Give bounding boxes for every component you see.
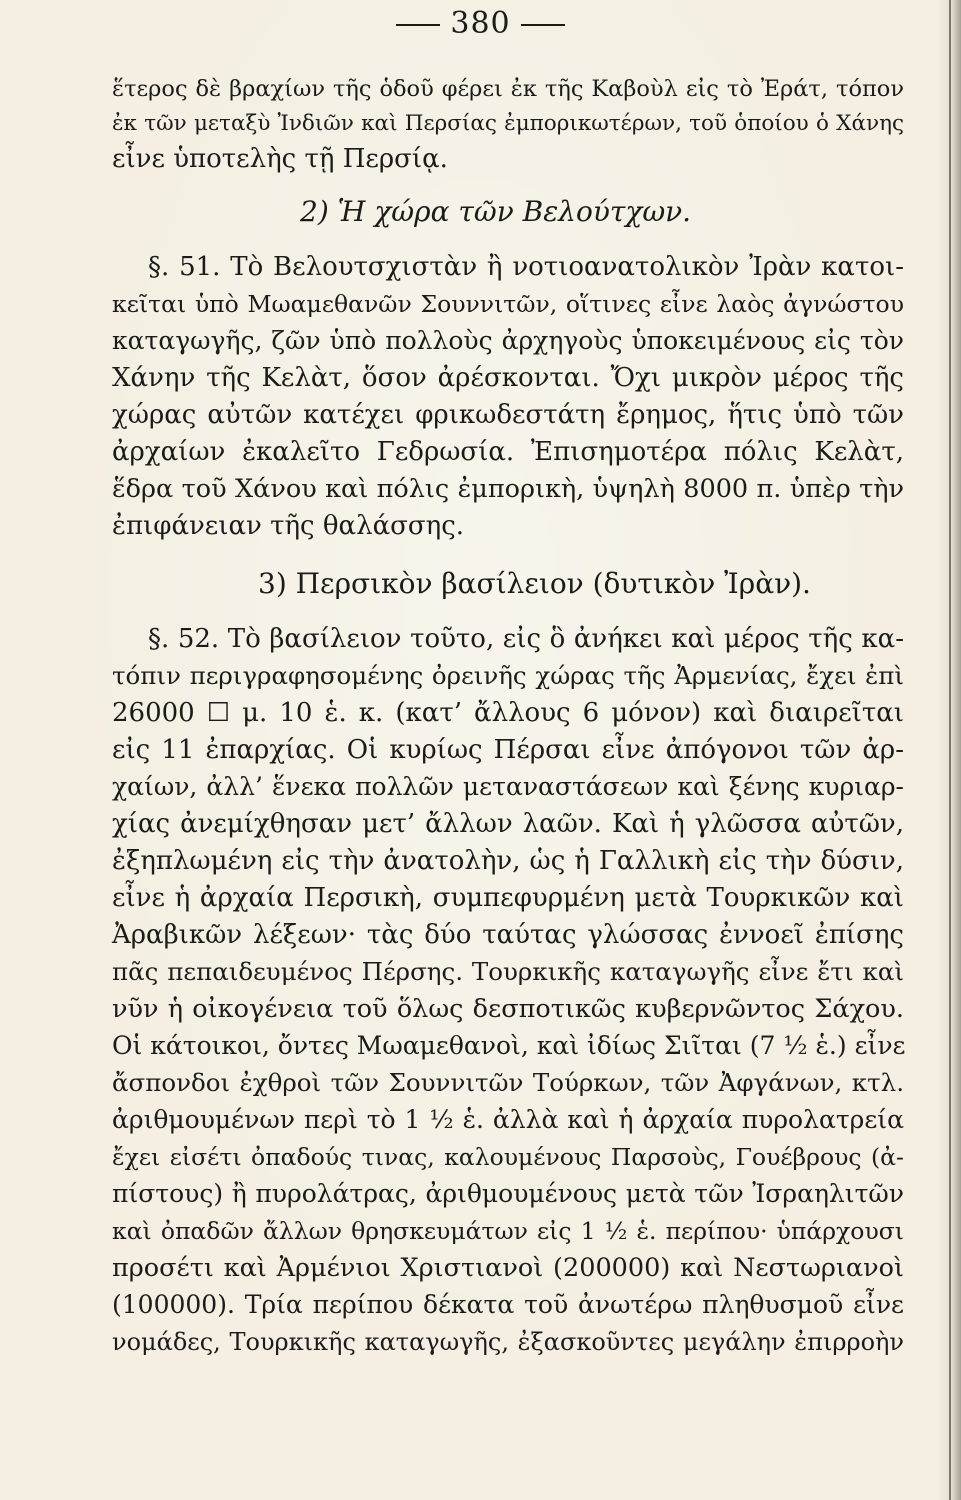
text-line: ἕδρα τοῦ Χάνου καὶ πόλις ἐμπορικὴ, ὑψηλὴ 8000 π. ὑπὲρ τὴν: [112, 474, 904, 504]
page-header: [0, 6, 961, 41]
text-line: ἐξηπλωμένη εἰς τὴν ἀνατολὴν, ὡς ἡ Γαλλικὴ εἰς τὴν δύσιν,: [112, 846, 904, 876]
text-line: Οἱ κάτοικοι, ὄντες Μωαμεθανοὶ, καὶ ἰδίως Σιῖται (7 ½ ἑ.) εἶνε: [112, 1031, 906, 1060]
text-line: τόπιν περιγραφησομένης ὀρεινῆς χώρας τῆς Ἀρμενίας, ἔχει ἐπὶ: [112, 661, 904, 690]
text-line: ἀρχαίων ἐκαλεῖτο Γεδρωσία. Ἐπισημοτέρα πόλις Κελὰτ,: [112, 437, 904, 467]
text-line: νῦν ἡ οἰκογένεια τοῦ ὅλως δεσποτικῶς κυβερνῶντος Σάχου.: [112, 994, 904, 1024]
text-line: ἀριθμουμένων περὶ τὸ 1 ½ ἑ. ἀλλὰ καὶ ἡ ἀρχαία πυρολατρεία: [112, 1105, 904, 1134]
paragraph-first-line: §. 52. Τὸ βασίλειον τοῦτο, εἰς ὃ ἀνήκει καὶ μέρος τῆς κα-: [148, 624, 904, 654]
text-line: ἐκ τῶν μεταξὺ Ἰνδιῶν καὶ Περσίας ἐμπορικωτέρων, τοῦ ὁποίου ὁ Χάνης: [112, 111, 904, 136]
text-line: πίστους) ἢ πυρολάτρας, ἀριθμουμένους μετὰ τῶν Ἰσραηλιτῶν: [112, 1179, 904, 1208]
page-number: 380: [450, 6, 511, 41]
text-line: νομάδες, Τουρκικῆς καταγωγῆς, ἐξασκοῦντες μεγάλην ἐπιρροὴν: [112, 1328, 904, 1356]
header-dash-left: [396, 24, 440, 26]
text-line: χίας ἀνεμίχθησαν μετ’ ἄλλων λαῶν. Καὶ ἡ γλῶσσα αὐτῶν,: [112, 809, 904, 839]
section-heading: 2) Ἡ χώρα τῶν Βελούτχων.: [300, 195, 692, 228]
text-line: Χάνην τῆς Κελὰτ, ὅσον ἀρέσκονται. Ὄχι μικρὸν μέρος τῆς: [112, 363, 904, 393]
text-line: προσέτι καὶ Ἀρμένιοι Χριστιανοὶ (200000) καὶ Νεστωριανοὶ: [112, 1253, 904, 1283]
text-line: πᾶς πεπαιδευμένος Πέρσης. Τουρκικῆς καταγωγῆς εἶνε ἔτι καὶ: [112, 957, 904, 986]
text-line: καταγωγῆς, ζῶν ὑπὸ πολλοὺς ἀρχηγοὺς ὑποκειμένους εἰς τὸν: [112, 326, 904, 355]
text-line: ἄσπονδοι ἐχθροὶ τῶν Σουννιτῶν Τούρκων, τῶν Ἀφγάνων, κτλ.: [112, 1068, 904, 1097]
text-line: καὶ ὀπαδῶν ἄλλων θρησκευμάτων εἰς 1 ½ ἑ. περίπου· ὑπάρχουσι: [112, 1217, 904, 1245]
text-line: εἶνε ὑποτελὴς τῇ Περσίᾳ.: [112, 144, 448, 174]
text-line: εἶνε ἡ ἀρχαία Περσικὴ, συμπεφυρμένη μετὰ Τουρκικῶν καὶ: [112, 883, 904, 913]
page-edge-line: [949, 0, 951, 1500]
text-line: εἰς 11 ἐπαρχίας. Οἱ κυρίως Πέρσαι εἶνε ἀπόγονοι τῶν ἀρ-: [112, 735, 904, 765]
text-line: ἐπιφάνειαν τῆς θαλάσσης.: [112, 511, 465, 541]
text-line: Ἀραβικῶν λέξεων· τὰς δύο ταύτας γλώσσας ἐννοεῖ ἐπίσης: [112, 920, 904, 950]
text-line: χαίων, ἀλλ’ ἕνεκα πολλῶν μεταναστάσεων καὶ ξένης κυριαρ-: [112, 772, 904, 801]
text-line: (100000). Τρία περίπου δέκατα τοῦ ἀνωτέρω πληθυσμοῦ εἶνε: [112, 1290, 904, 1319]
text-line: 26000 ☐ μ. 10 ἑ. κ. (κατ’ ἄλλους 6 μόνον) καὶ διαιρεῖται: [112, 698, 904, 728]
section-heading: 3) Περσικὸν βασίλειον (δυτικὸν Ἰρὰν).: [258, 567, 811, 600]
text-line: ἕτερος δὲ βραχίων τῆς ὁδοῦ φέρει ἐκ τῆς Καβοὺλ εἰς τὸ Ἐράτ, τόπον: [112, 76, 904, 102]
text-line: χώρας αὐτῶν κατέχει φρικωδεστάτη ἔρημος, ἥτις ὑπὸ τῶν: [112, 400, 904, 430]
paragraph-first-line: §. 51. Τὸ Βελουτσχιστὰν ἢ νοτιοανατολικὸν Ἰρὰν κατοι-: [148, 252, 904, 282]
text-line: κεῖται ὑπὸ Μωαμεθανῶν Σουννιτῶν, οἵτινες εἶνε λαὸς ἀγνώστου: [112, 290, 904, 318]
text-line: ἔχει εἰσέτι ὀπαδούς τινας, καλουμένους Παρσοὺς, Γουέβρους (ἀ-: [112, 1143, 904, 1171]
header-dash-right: [521, 24, 565, 26]
